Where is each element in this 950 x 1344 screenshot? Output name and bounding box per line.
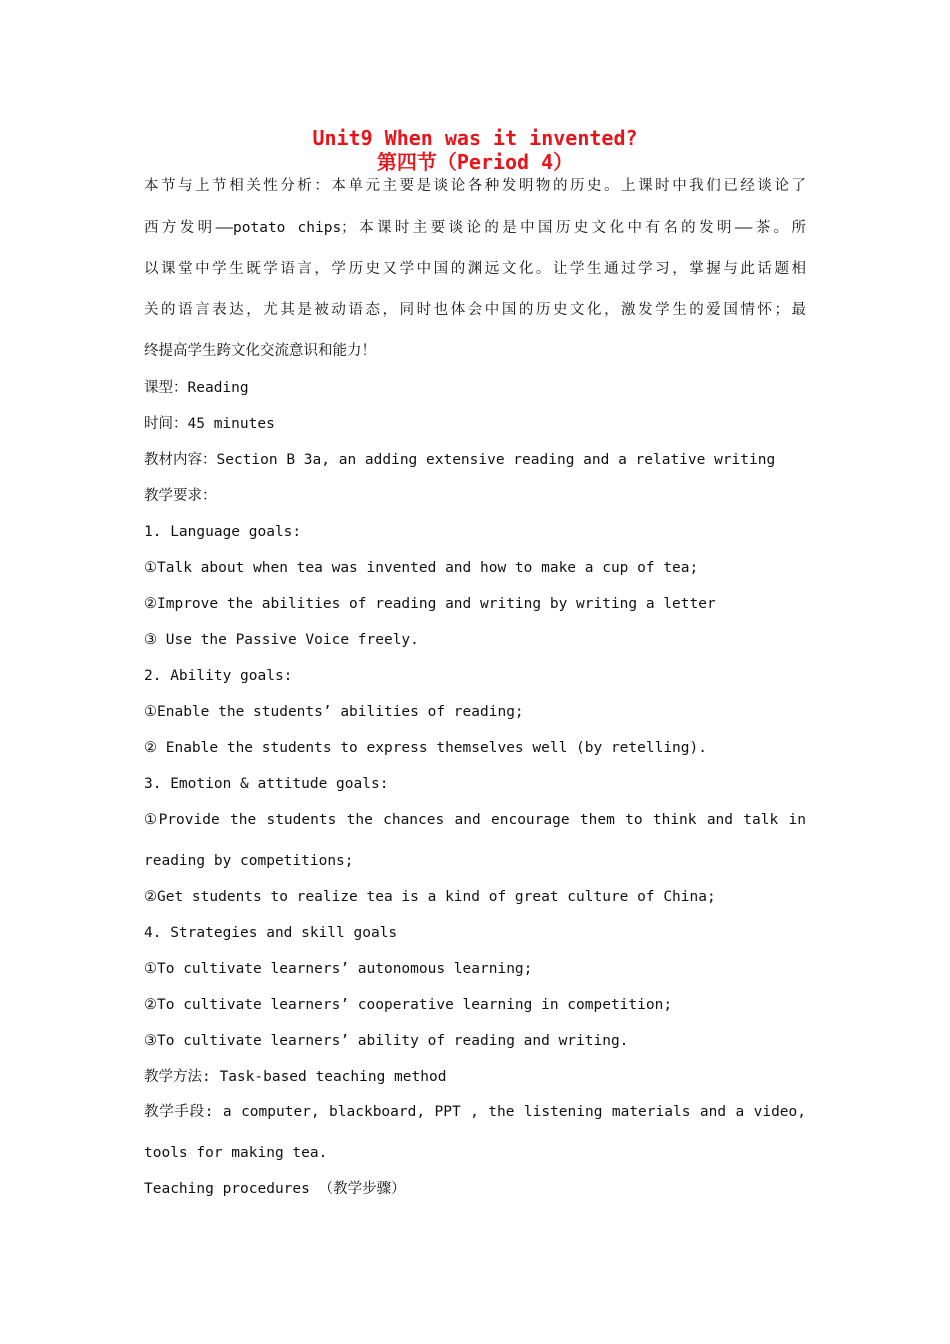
strategy-goals-heading: 4. Strategies and skill goals — [144, 925, 398, 941]
ability-goals-heading: 2. Ability goals: — [144, 668, 293, 684]
relevance-analysis-line-2: 西方发明——potato chips；本课时主要谈论的是中国历史文化中有名的发明——茶。所 — [144, 220, 806, 236]
relevance-analysis-line-5: 终提高学生跨文化交流意识和能力！ — [144, 343, 376, 359]
ability-goal-item: ①Enable the students’ abilities of reading; — [144, 704, 524, 720]
teaching-content: 教材内容：Section B 3a, an adding extensive reading and a relative writing — [144, 452, 776, 468]
teaching-aids: 教学手段: a computer, blackboard, PPT , the listening materials and a video, — [144, 1104, 806, 1120]
language-goal-item: ①Talk about when tea was invented and how to make a cup of tea; — [144, 560, 699, 576]
lesson-time: 时间：45 minutes — [144, 416, 275, 432]
emotion-goal-item-continued: reading by competitions; — [144, 853, 354, 869]
teaching-aids-continued: tools for making tea. — [144, 1145, 328, 1161]
teaching-method: 教学方法: Task-based teaching method — [144, 1069, 447, 1085]
emotion-goals-heading: 3. Emotion & attitude goals: — [144, 776, 389, 792]
document-title: Unit9 When was it invented? — [312, 126, 638, 150]
teaching-procedures-heading: Teaching procedures （教学步骤） — [144, 1181, 406, 1197]
relevance-analysis-line-3: 以课堂中学生既学语言，学历史又学中国的渊远文化。让学生通过学习，掌握与此话题相 — [144, 261, 806, 277]
relevance-analysis-line-1: 本节与上节相关性分析：本单元主要是谈论各种发明物的历史。上课时中我们已经谈论了 — [144, 178, 806, 194]
language-goals-heading: 1. Language goals: — [144, 524, 302, 540]
strategy-goal-item: ③To cultivate learners’ ability of reading and writing. — [144, 1033, 629, 1049]
ability-goal-item: ② Enable the students to express themselves well (by retelling). — [144, 740, 707, 756]
emotion-goal-item: ②Get students to realize tea is a kind of great culture of China; — [144, 889, 716, 905]
teaching-requirements-heading: 教学要求： — [144, 488, 217, 504]
language-goal-item: ③ Use the Passive Voice freely. — [144, 632, 419, 648]
strategy-goal-item: ①To cultivate learners’ autonomous learning; — [144, 961, 533, 977]
relevance-analysis-line-4: 关的语言表达，尤其是被动语态，同时也体会中国的历史文化，激发学生的爱国情怀；最 — [144, 302, 806, 318]
document-subtitle: 第四节（Period 4） — [376, 150, 574, 174]
strategy-goal-item: ②To cultivate learners’ cooperative learning in competition; — [144, 997, 673, 1013]
emotion-goal-item: ①Provide the students the chances and encourage them to think and talk in — [144, 812, 806, 828]
language-goal-item: ②Improve the abilities of reading and writing by writing a letter — [144, 596, 716, 612]
lesson-type: 课型：Reading — [144, 380, 249, 396]
